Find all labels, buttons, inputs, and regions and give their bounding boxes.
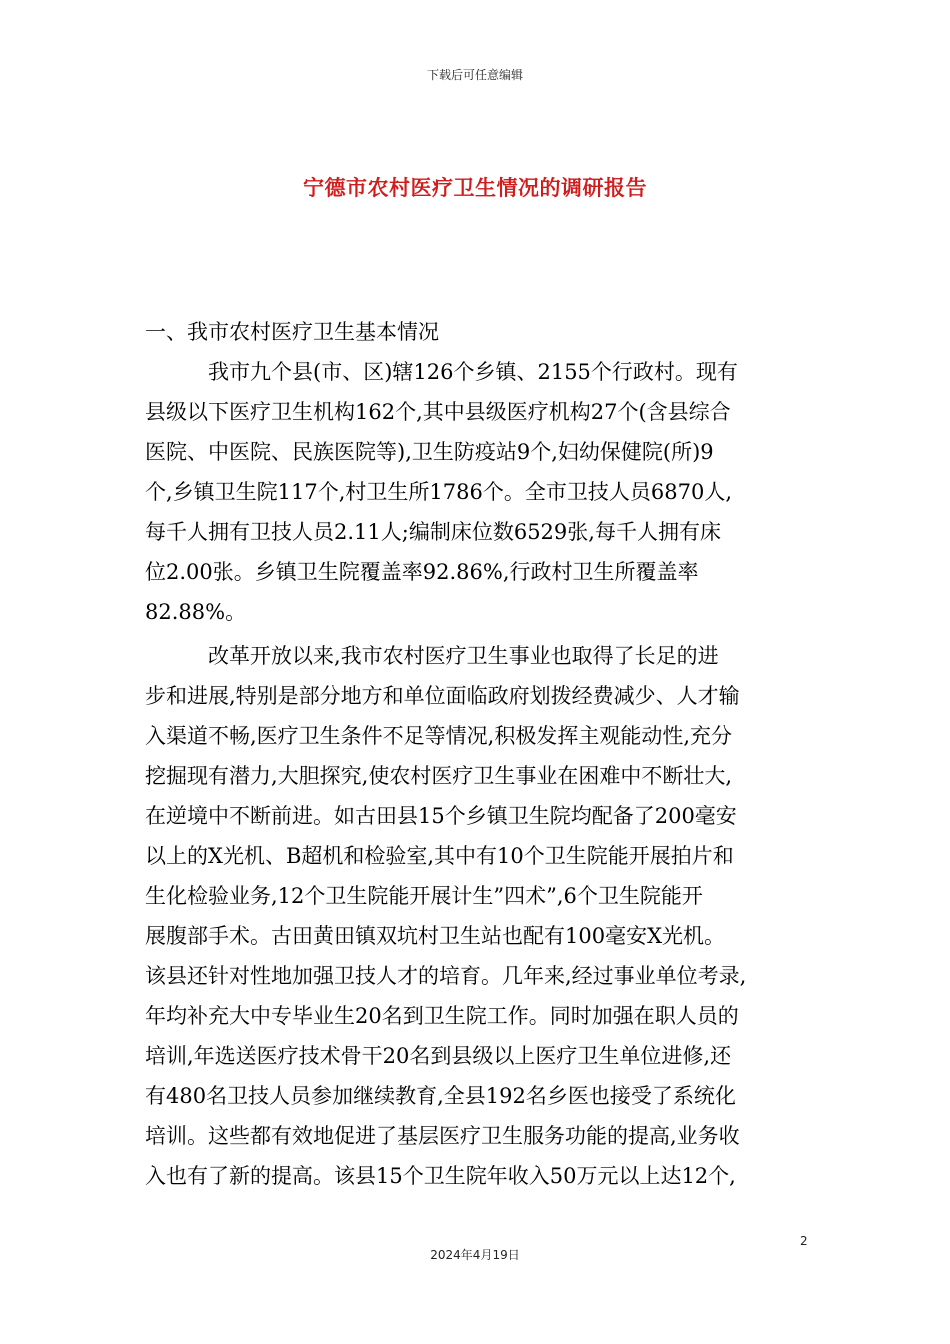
header-note: 下载后可任意编辑 (426, 68, 523, 82)
paragraph-line: 以上的X光机、B超机和检验室,其中有10个卫生院能开展拍片和 (145, 844, 734, 868)
paragraph-line: 在逆境中不断前进。如古田县15个乡镇卫生院均配备了200毫安 (145, 804, 737, 828)
paragraph-line: 培训。这些都有效地促进了基层医疗卫生服务功能的提高,业务收 (145, 1124, 740, 1148)
section-heading: 一、我市农村医疗卫生基本情况 (145, 320, 439, 344)
page-number: 2 (800, 1234, 808, 1248)
paragraph-line: 生化检验业务,12个卫生院能开展计生”四术”,6个卫生院能开 (145, 884, 703, 908)
paragraph-line: 展腹部手术。古田黄田镇双坑村卫生站也配有100毫安X光机。 (145, 924, 726, 948)
paragraph-line: 个,乡镇卫生院117个,村卫生所1786个。全市卫技人员6870人, (145, 480, 732, 504)
paragraph-line: 改革开放以来,我市农村医疗卫生事业也取得了长足的进 (145, 644, 719, 668)
paragraph-line: 位2.00张。乡镇卫生院覆盖率92.86%,行政村卫生所覆盖率 (145, 560, 699, 584)
paragraph-line: 82.88%。 (145, 600, 247, 624)
paragraph-line: 县级以下医疗卫生机构162个,其中县级医疗机构27个(含县综合 (145, 400, 731, 424)
paragraph-line: 我市九个县(市、区)辖126个乡镇、2155个行政村。现有 (145, 360, 738, 384)
paragraph-line: 该县还针对性地加强卫技人才的培育。几年来,经过事业单位考录, (145, 964, 747, 988)
paragraph-line: 有480名卫技人员参加继续教育,全县192名乡医也接受了系统化 (145, 1084, 736, 1108)
paragraph-1 (145, 352, 810, 632)
paragraph-2 (145, 636, 810, 1196)
paragraph-line: 入也有了新的提高。该县15个卫生院年收入50万元以上达12个, (145, 1164, 736, 1188)
paragraph-line: 入渠道不畅,医疗卫生条件不足等情况,积极发挥主观能动性,充分 (145, 724, 733, 748)
paragraph-line: 医院、中医院、民族医院等),卫生防疫站9个,妇幼保健院(所)9 (145, 440, 714, 464)
document-title: 宁德市农村医疗卫生情况的调研报告 (303, 176, 647, 200)
paragraph-line: 挖掘现有潜力,大胆探究,使农村医疗卫生事业在困难中不断壮大, (145, 764, 733, 788)
footer-date: 2024年4月19日 (430, 1248, 520, 1262)
paragraph-line: 年均补充大中专毕业生20名到卫生院工作。同时加强在职人员的 (145, 1004, 739, 1028)
paragraph-line: 培训,年选送医疗技术骨干20名到县级以上医疗卫生单位进修,还 (145, 1044, 732, 1068)
paragraph-line: 每千人拥有卫技人员2.11人;编制床位数6529张,每千人拥有床 (145, 520, 721, 544)
paragraph-line: 步和进展,特别是部分地方和单位面临政府划拨经费减少、人才输 (145, 684, 740, 708)
